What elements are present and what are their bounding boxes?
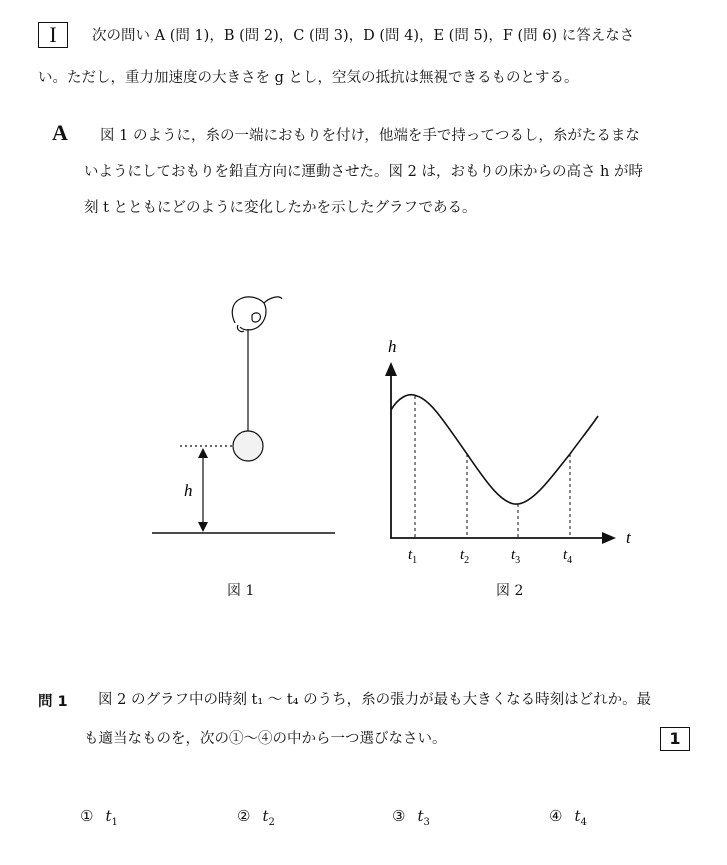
- choice-subscript: 2: [268, 817, 275, 828]
- y-axis-label: h: [388, 337, 397, 356]
- choice-subscript: 3: [423, 817, 430, 828]
- x-axis-label: t: [626, 528, 631, 547]
- answer-box[interactable]: 1: [660, 727, 690, 751]
- tick-label-t2: $t_2$: [460, 547, 470, 566]
- part-a-line-3: 刻 t とともにどのように変化したかを示したグラフである。: [84, 200, 477, 216]
- choice-marker: ④: [549, 807, 563, 825]
- part-a-line-2: いようにしておもりを鉛直方向に運動させた。図 2 は，おもりの床からの高さ h が時: [84, 164, 643, 180]
- weight-ball: [233, 431, 263, 461]
- choice-1[interactable]: [80, 807, 118, 828]
- height-label: h: [184, 481, 193, 500]
- choice-3[interactable]: [392, 807, 430, 828]
- height-curve: [391, 395, 598, 504]
- choice-variable: t: [262, 807, 269, 825]
- choice-marker: ①: [80, 807, 94, 825]
- choice-marker: ②: [237, 807, 251, 825]
- choice-subscript: 1: [111, 817, 118, 828]
- choice-4[interactable]: [549, 807, 587, 828]
- choice-variable: t: [574, 807, 581, 825]
- section-number-box: I: [38, 22, 68, 48]
- intro-line-2: い。ただし，重力加速度の大きさを g とし，空気の抵抗は無視できるものとする。: [38, 70, 579, 86]
- tick-label-t3: $t_3$: [511, 547, 521, 566]
- y-axis: [385, 362, 397, 538]
- height-arrow: [198, 448, 208, 532]
- question-label: 問 1: [38, 694, 68, 710]
- question-line-2: も適当なものを，次の①～④の中から一つ選びなさい。: [84, 731, 447, 747]
- tick-label-t1: $t_1$: [408, 547, 418, 566]
- choice-subscript: 4: [580, 817, 587, 828]
- figure-1: [140, 285, 350, 545]
- choice-variable: t: [105, 807, 112, 825]
- question-line-1: 図 2 のグラフ中の時刻 t₁ ～ t₄ のうち，糸の張力が最も大きくなる時刻はどれか。最: [98, 692, 652, 708]
- choice-variable: t: [417, 807, 424, 825]
- tick-label-t4: $t_4$: [563, 547, 573, 566]
- figure-2-graph: [370, 332, 650, 572]
- intro-line-1: 次の問い A (問 1)，B (問 2)，C (問 3)，D (問 4)，E (問 5)，F (問 6) に答えなさ: [92, 28, 635, 44]
- x-axis: [390, 532, 616, 544]
- figure-1-caption: 図 1: [227, 583, 255, 599]
- part-a-label: A: [52, 120, 68, 145]
- choice-marker: ③: [392, 807, 406, 825]
- hand-icon: [232, 297, 282, 332]
- choice-2[interactable]: [237, 807, 275, 828]
- figure-2-caption: 図 2: [496, 583, 524, 599]
- part-a-line-1: 図 1 のように，糸の一端におもりを付け，他端を手で持ってつるし，糸がたるまな: [100, 128, 640, 144]
